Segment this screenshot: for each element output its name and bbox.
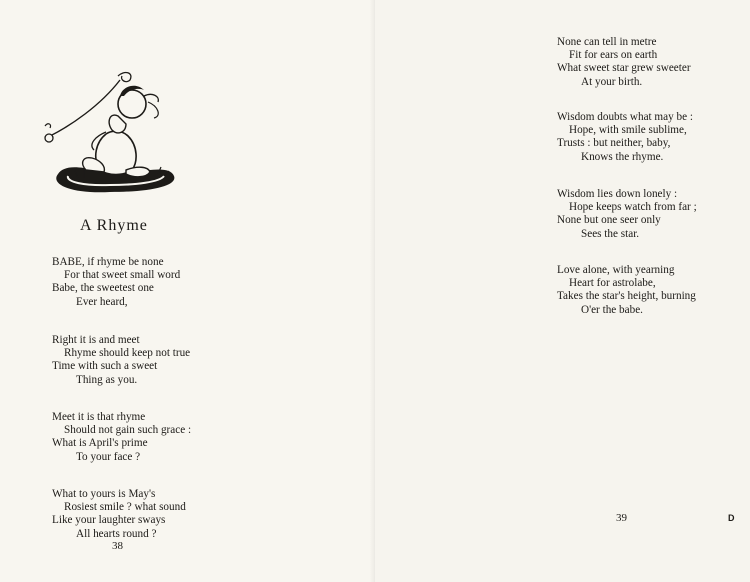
cherub-illustration-icon (40, 66, 190, 198)
poem-line: None can tell in metre (557, 36, 657, 48)
poem-line: For that sweet small word (64, 269, 181, 282)
poem-line: BABE, if rhyme be none (52, 256, 164, 268)
poem-line: O'er the babe. (581, 303, 643, 316)
poem-line: Sees the star. (581, 227, 640, 240)
poem-line: Love alone, with yearning (557, 264, 675, 276)
poem-line: None but one seer only (557, 214, 661, 227)
right-stanza-1 (557, 36, 691, 89)
signature-mark: D (728, 513, 735, 523)
page-number-left: 38 (112, 540, 123, 552)
poem-line: Knows the rhyme. (581, 150, 664, 163)
poem-line: Heart for astrolabe, (569, 277, 656, 290)
poem-line: Right it is and meet (52, 334, 140, 346)
poem-line: Takes the star's height, burning (557, 290, 696, 303)
poem-line: What is April's prime (52, 437, 148, 450)
poem-line: Rhyme should keep not true (64, 347, 191, 360)
poem-line: Meet it is that rhyme (52, 411, 146, 423)
poem-line: Thing as you. (76, 373, 138, 386)
right-stanza-3 (557, 188, 697, 241)
poem-line: Hope keeps watch from far ; (569, 201, 697, 214)
left-stanza-2 (52, 334, 190, 387)
poem-line: Babe, the sweetest one (52, 282, 154, 295)
poem-line: Should not gain such grace : (64, 424, 192, 437)
poem-line: At your birth. (581, 75, 643, 88)
poem-line: What sweet star grew sweeter (557, 62, 691, 75)
poem-line: What to yours is May's (52, 488, 156, 500)
poem-line: Trusts : but neither, baby, (557, 137, 671, 150)
right-page (375, 0, 750, 582)
poem-line: Wisdom lies down lonely : (557, 188, 678, 200)
poem-line: Hope, with smile sublime, (569, 124, 687, 137)
poem-line: All hearts round ? (76, 527, 157, 540)
left-stanza-1 (52, 256, 180, 309)
poem-line: To your face ? (76, 450, 141, 463)
poem-line: Fit for ears on earth (569, 49, 658, 62)
right-stanza-4 (557, 264, 696, 317)
poem-title: A Rhyme (80, 217, 148, 234)
left-stanza-4 (52, 488, 186, 541)
poem-line: Wisdom doubts what may be : (557, 111, 693, 123)
right-stanza-2 (557, 111, 693, 164)
poem-line: Time with such a sweet (52, 360, 158, 373)
poem-line: Rosiest smile ? what sound (64, 501, 186, 514)
poem-line: Like your laughter sways (52, 514, 166, 527)
left-stanza-3 (52, 411, 191, 464)
page-number-right: 39 (616, 512, 627, 524)
poem-line: Ever heard, (76, 295, 128, 308)
